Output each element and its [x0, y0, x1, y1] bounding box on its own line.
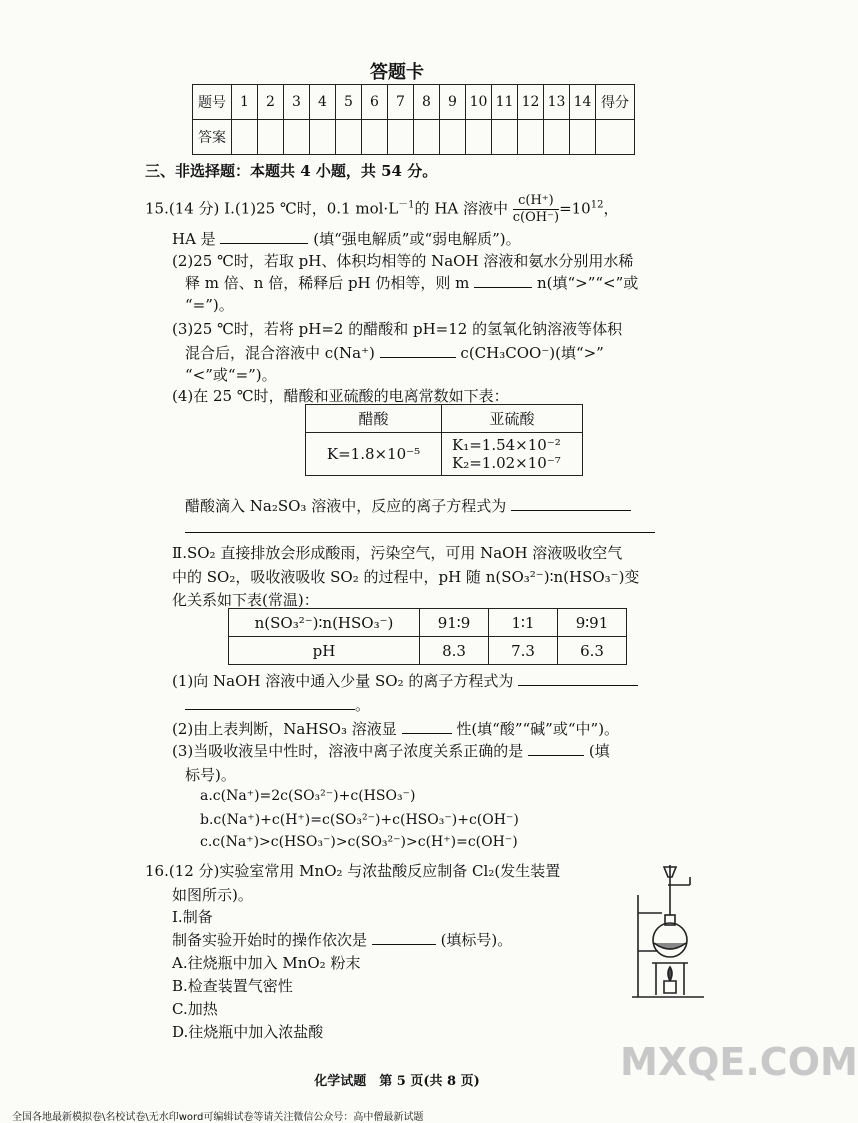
answer-blank[interactable] — [185, 695, 355, 710]
option-D: D.往烧瓶中加入浓盐酸 — [172, 1023, 324, 1041]
table-cell: 1∶1 — [489, 609, 558, 637]
row-label: 答案 — [193, 120, 232, 155]
answer-cell[interactable] — [466, 120, 492, 155]
answer-cell[interactable] — [544, 120, 570, 155]
text: c(CH₃COO⁻)(填“>” — [460, 344, 604, 362]
ph-ratio-table — [228, 608, 627, 665]
table-header: 醋酸 — [306, 405, 442, 433]
question-number: 12 — [518, 85, 544, 120]
text: 释 m 倍、n 倍，稀释后 pH 仍相等，则 m — [185, 274, 470, 292]
option-A: A.往烧瓶中加入 MnO₂ 粉末 — [172, 954, 361, 972]
text: 的 HA 溶液中 — [414, 199, 508, 218]
table-cell — [442, 433, 583, 476]
question-number: 4 — [310, 85, 336, 120]
q15-line-13: 化关系如下表(常温)： — [172, 591, 319, 609]
text: HA 是 — [172, 230, 216, 248]
text: (填“强电解质”或“弱电解质”)。 — [313, 230, 521, 248]
text: (2)由上表判断，NaHSO₃ 溶液显 — [172, 720, 397, 738]
q15-line-12: 中的 SO₂，吸收液吸收 SO₂ 的过程中，pH 随 n(SO₃²⁻)∶n(HSO₃⁻)变 — [172, 568, 640, 586]
q16-line-4 — [172, 929, 512, 950]
text: (填 — [588, 742, 610, 760]
q15-II-1 — [172, 670, 638, 691]
k2-value: K₂=1.02×10⁻⁷ — [452, 454, 561, 472]
table-header: pH — [229, 637, 420, 665]
answer-cell[interactable] — [570, 120, 596, 155]
q15-line-2 — [172, 228, 521, 249]
answer-cell[interactable] — [518, 120, 544, 155]
q15-line-6: (3)25 ℃时，若将 pH=2 的醋酸和 pH=12 的氢氧化钠溶液等体积 — [172, 320, 623, 338]
answer-card-title: 答题卡 — [370, 62, 424, 83]
text: 15.(14 分) Ⅰ.(1)25 ℃时，0.1 mol·L — [145, 199, 399, 218]
q15-II-1b — [185, 694, 370, 715]
answer-blank[interactable] — [402, 719, 452, 734]
q15-line-4 — [185, 272, 638, 293]
answer-cell[interactable] — [440, 120, 466, 155]
q16-section-heading: Ⅰ.制备 — [172, 908, 213, 926]
score-cell[interactable] — [596, 120, 635, 155]
q15-line-8: “<”或“=”)。 — [185, 366, 277, 384]
q15-line-5: “=”)。 — [185, 296, 234, 314]
answer-cell[interactable] — [336, 120, 362, 155]
q16-line-1: 16.(12 分)实验室常用 MnO₂ 与浓盐酸反应制备 Cl₂(发生装置 — [145, 862, 561, 880]
q15-II-3 — [172, 740, 610, 761]
answer-blank[interactable] — [518, 671, 638, 686]
q15-line-1: 15.(14 分) Ⅰ.(1)25 ℃时，0.1 $mol\cdot L^{-1}$的 HA 溶液中 $\frac{c(H^+)}{c(OH^-)}$ $=10^{12}$， — [145, 193, 619, 225]
question-number: 13 — [544, 85, 570, 120]
k1-value: K₁=1.54×10⁻² — [452, 436, 561, 454]
question-number: 5 — [336, 85, 362, 120]
exponent: 12 — [590, 199, 604, 211]
q15-II-2 — [172, 718, 619, 739]
option-c: c.c(Na⁺)>c(HSO₃⁻)>c(SO₃²⁻)>c(H⁺)=c(OH⁻) — [200, 834, 518, 850]
q16-line-2: 如图所示)。 — [172, 886, 253, 904]
answer-cell[interactable] — [414, 120, 440, 155]
answer-cell[interactable] — [284, 120, 310, 155]
question-number: 8 — [414, 85, 440, 120]
text: 醋酸滴入 Na₂SO₃ 溶液中，反应的离子方程式为 — [185, 497, 507, 515]
answer-cell[interactable] — [388, 120, 414, 155]
source-note: 全国各地最新模拟卷\名校试卷\无水印word可编辑试卷等请关注微信公众号：高中僧最新试题 — [12, 1112, 424, 1123]
table-cell: 9∶91 — [558, 609, 627, 637]
score-label: 得分 — [596, 85, 635, 120]
option-a: a.c(Na⁺)=2c(SO₃²⁻)+c(HSO₃⁻) — [200, 788, 416, 804]
table-cell: 8.3 — [420, 637, 489, 665]
watermark-logo: MXQE.COM — [620, 1040, 858, 1084]
text: (3)当吸收液呈中性时，溶液中离子浓度关系正确的是 — [172, 742, 524, 760]
chlorine-generator-apparatus — [630, 855, 710, 1005]
question-number: 2 — [258, 85, 284, 120]
option-C: C.加热 — [172, 1000, 218, 1018]
text: 。 — [355, 696, 371, 714]
question-number: 7 — [388, 85, 414, 120]
text: 性(填“酸”“碱”或“中”)。 — [456, 720, 620, 738]
q15-line-11: Ⅱ.SO₂ 直接排放会形成酸雨，污染空气，可用 NaOH 溶液吸收空气 — [172, 544, 623, 562]
text: (1)向 NaOH 溶液中通入少量 SO₂ 的离子方程式为 — [172, 672, 514, 690]
ionization-constant-table — [305, 404, 583, 476]
text: =10 — [559, 199, 591, 218]
answer-cell[interactable] — [362, 120, 388, 155]
answer-cell[interactable] — [310, 120, 336, 155]
table-cell: 7.3 — [489, 637, 558, 665]
question-number: 3 — [284, 85, 310, 120]
option-B: B.检查装置气密性 — [172, 977, 293, 995]
answer-blank[interactable] — [380, 343, 456, 358]
answer-blank[interactable] — [185, 518, 655, 533]
q15-line-7 — [185, 342, 604, 363]
table-cell: 6.3 — [558, 637, 627, 665]
table-header: 亚硫酸 — [442, 405, 583, 433]
text: n(填“>”“<”或 — [536, 274, 639, 292]
text: 制备实验开始时的操作依次是 — [172, 931, 368, 949]
answer-blank[interactable] — [220, 229, 308, 244]
question-number: 10 — [466, 85, 492, 120]
text: (填标号)。 — [440, 931, 513, 949]
question-number: 6 — [362, 85, 388, 120]
answer-cell[interactable] — [492, 120, 518, 155]
table-cell: 91∶9 — [420, 609, 489, 637]
table-cell: K=1.8×10⁻⁵ — [306, 433, 442, 476]
answer-cell[interactable] — [258, 120, 284, 155]
answer-card-table — [192, 84, 635, 155]
answer-blank[interactable] — [474, 273, 532, 288]
answer-card-row-answers — [193, 120, 635, 155]
fraction-numerator: c(H⁺) — [513, 193, 559, 210]
answer-blank[interactable] — [372, 930, 436, 945]
fraction-denominator: c(OH⁻) — [512, 210, 560, 225]
text: 混合后，混合溶液中 c(Na⁺) — [185, 344, 375, 362]
concentration-ratio — [513, 193, 559, 226]
q15-line-3: (2)25 ℃时，若取 pH、体积均相等的 NaOH 溶液和氨水分别用水稀 — [172, 252, 634, 270]
answer-cell[interactable] — [232, 120, 258, 155]
q15-II-3b: 标号)。 — [185, 766, 236, 784]
answer-blank[interactable] — [528, 741, 584, 756]
row-label: 题号 — [193, 85, 232, 120]
text: ， — [603, 199, 619, 218]
question-number: 14 — [570, 85, 596, 120]
page-footer: 化学试题 第 5 页(共 8 页) — [314, 1074, 480, 1089]
question-number: 9 — [440, 85, 466, 120]
question-number: 1 — [232, 85, 258, 120]
question-number: 11 — [492, 85, 518, 120]
answer-blank[interactable] — [511, 496, 631, 511]
q15-line-10 — [185, 495, 631, 516]
option-b: b.c(Na⁺)+c(H⁺)=c(SO₃²⁻)+c(HSO₃⁻)+c(OH⁻) — [200, 812, 519, 828]
table-header: n(SO₃²⁻)∶n(HSO₃⁻) — [229, 609, 420, 637]
q15-line-9: (4)在 25 ℃时，醋酸和亚硫酸的电离常数如下表： — [172, 387, 509, 405]
answer-card-row-numbers — [193, 85, 635, 120]
section-heading: 三、非选择题：本题共 4 小题，共 54 分。 — [145, 162, 438, 180]
